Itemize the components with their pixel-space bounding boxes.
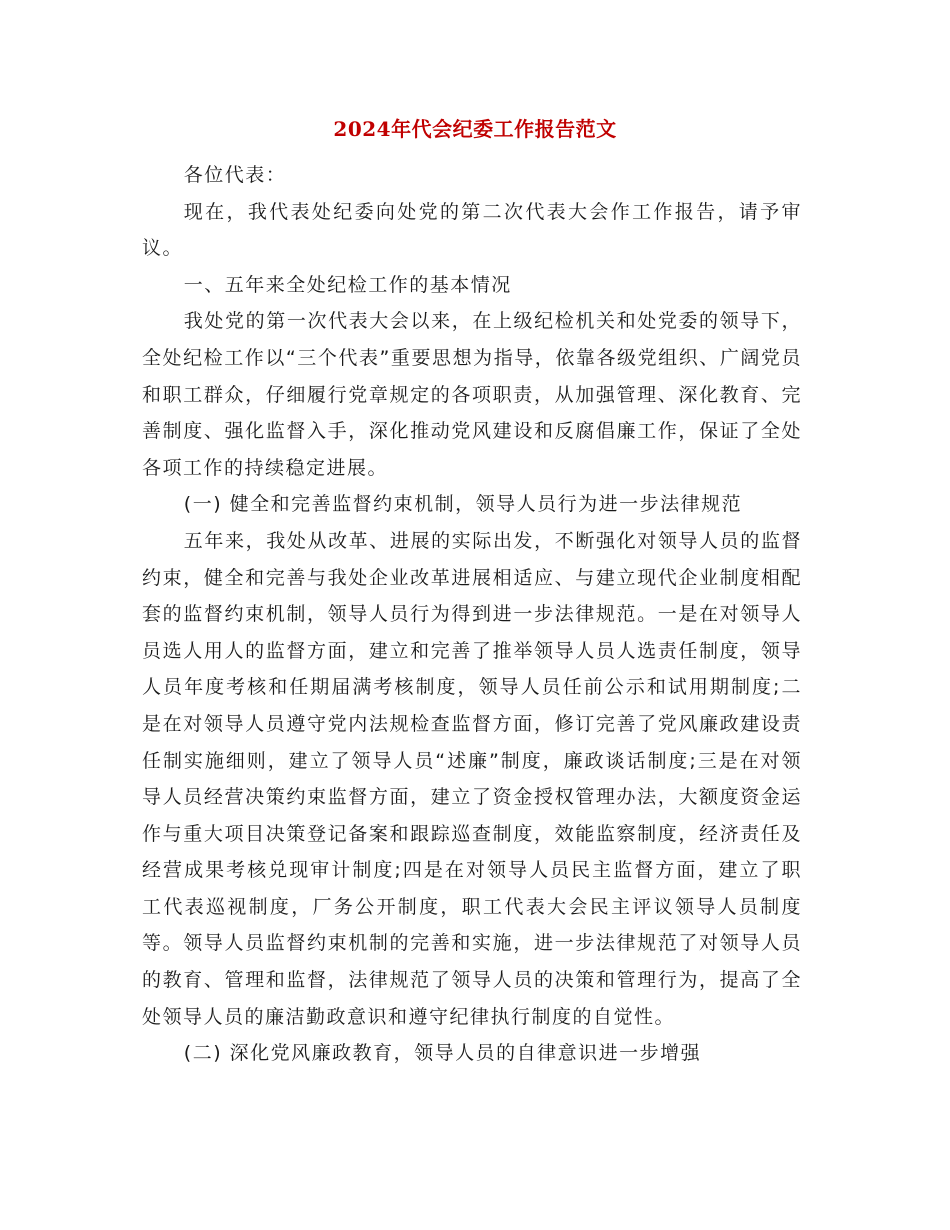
opening-paragraph: 现在，我代表处纪委向处党的第二次代表大会作工作报告，请予审议。 xyxy=(142,200,802,260)
section-heading-1: 一、五年来全处纪检工作的基本情况 xyxy=(183,273,512,296)
overview-paragraph: 我处党的第一次代表大会以来，在上级纪检机关和处党委的领导下，全处纪检工作以“三个代表”重要思想为指导，依靠各级党组织、广阔党员和职工群众，仔细履行党章规定的各项职责，从加强管理、深化教育、完善制度、强化监督入手，深化推动党风建设和反腐倡廉工作，保证了全处各项工作的持续稳定进展。 xyxy=(142,310,802,479)
document-title: 2024年代会纪委工作报告范文 xyxy=(333,117,617,141)
supervision-paragraph: 五年来，我处从改革、进展的实际出发，不断强化对领导人员的监督约束，健全和完善与我处企业改革进展相适应、与建立现代企业制度相配套的监督约束机制，领导人员行为得到进一步法律规范。一是在对领导人员选人用人的监督方面，建立和完善了推举领导人员人选责任制度，领导人员年度考核和任期届满考核制度，领导人员任前公示和试用期制度;二是在对领导人员遵守党内法规检查监督方面，修订完善了党风廉政建设责任制实施细则，建立了领导人员“述廉”制度，廉政谈话制度;三是在对领导人员经营决策约束监督方面，建立了资金授权管理办法，大额度资金运作与重大项目决策登记备案和跟踪巡查制度，效能监察制度，经济责任及经营成果考核兑现审计制度;四是在对领导人员民主监督方面，建立了职工代表巡视制度，厂务公开制度，职工代表大会民主评议领导人员制度等。领导人员监督约束机制的完善和实施，进一步法律规范了对领导人员的教育、管理和监督，法律规范了领导人员的决策和管理行为，提高了全处领导人员的廉洁勤政意识和遵守纪律执行制度的自觉性。 xyxy=(142,529,802,1028)
document-body xyxy=(142,157,802,1072)
subsection-heading-1: (一) 健全和完善监督约束机制，领导人员行为进一步法律规范 xyxy=(183,493,743,516)
subsection-heading-2: (二) 深化党风廉政教育，领导人员的自律意识进一步增强 xyxy=(183,1042,702,1065)
salutation-paragraph: 各位代表： xyxy=(183,164,287,186)
